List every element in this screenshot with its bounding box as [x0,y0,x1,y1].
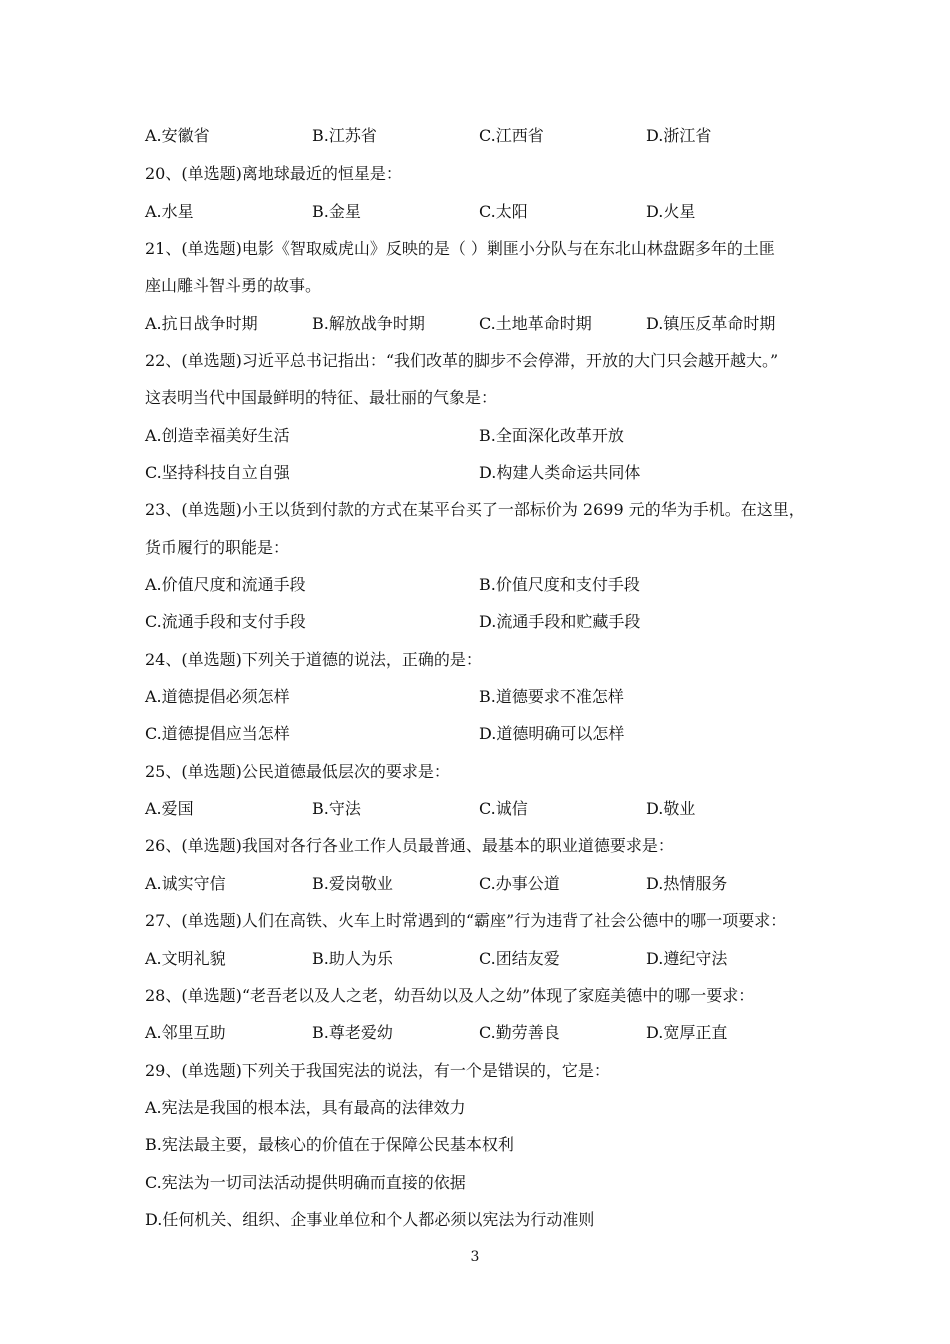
q24-option-c: C.道德提倡应当怎样 [145,724,290,743]
q25-option-b: B.守法 [312,799,361,818]
q21-option-b: B.解放战争时期 [312,314,425,333]
q27-stem: 27、(单选题)人们在高铁、火车上时常遇到的“霸座”行为违背了社会公德中的哪一项要求： [145,911,787,930]
q25-option-c: C.诚信 [479,799,528,818]
q23-stem-line1: 23、(单选题)小王以货到付款的方式在某平台买了一部标价为 2699 元的华为手机。在这里， [145,500,805,519]
q27-option-c: C.团结友爱 [479,949,560,968]
q22-option-d: D.构建人类命运共同体 [479,463,641,482]
q24-option-d: D.道德明确可以怎样 [479,724,625,743]
q29-stem: 29、(单选题)下列关于我国宪法的说法，有一个是错误的，它是： [145,1061,610,1080]
q22-option-c: C.坚持科技自立自强 [145,463,290,482]
q26-option-d: D.热情服务 [646,874,728,893]
q19-option-d: D.浙江省 [646,126,712,145]
q28-option-c: C.勤劳善良 [479,1023,560,1042]
q21-option-a: A.抗日战争时期 [145,314,258,333]
q19-option-b: B.江苏省 [312,126,377,145]
q25-option-a: A.爱国 [145,799,194,818]
q21-option-c: C.土地革命时期 [479,314,592,333]
q24-stem: 24、(单选题)下列关于道德的说法，正确的是： [145,650,482,669]
q23-stem-line2: 货币履行的职能是： [145,538,290,557]
q25-option-d: D.敬业 [646,799,696,818]
q28-option-d: D.宽厚正直 [646,1023,728,1042]
q26-stem: 26、(单选题)我国对各行各业工作人员最普通、最基本的职业道德要求是： [145,836,674,855]
q22-stem-line1: 22、(单选题)习近平总书记指出：“我们改革的脚步不会停滞，开放的大门只会越开越大。” [145,351,779,370]
q28-option-b: B.尊老爱幼 [312,1023,393,1042]
q22-stem-line2: 这表明当代中国最鲜明的特征、最壮丽的气象是： [145,388,498,407]
q20-stem: 20、(单选题)离地球最近的恒星是： [145,164,402,183]
q27-option-b: B.助人为乐 [312,949,393,968]
q23-option-a: A.价值尺度和流通手段 [145,575,306,594]
q28-stem: 28、(单选题)“老吾老以及人之老，幼吾幼以及人之幼”体现了家庭美德中的哪一要求： [145,986,755,1005]
q26-option-b: B.爱岗敬业 [312,874,393,893]
q21-stem-line1: 21、(单选题)电影《智取威虎山》反映的是（ ）剿匪小分队与在东北山林盘踞多年的土匪 [145,239,775,258]
q25-stem: 25、(单选题)公民道德最低层次的要求是： [145,762,450,781]
q20-option-d: D.火星 [646,202,696,221]
q24-option-b: B.道德要求不准怎样 [479,687,624,706]
q19-option-c: C.江西省 [479,126,544,145]
q22-option-a: A.创造幸福美好生活 [145,426,290,445]
q29-option-a: A.宪法是我国的根本法，具有最高的法律效力 [145,1098,466,1117]
q23-option-c: C.流通手段和支付手段 [145,612,306,631]
q21-option-d: D.镇压反革命时期 [646,314,776,333]
q20-option-c: C.太阳 [479,202,528,221]
q26-option-c: C.办事公道 [479,874,560,893]
q29-option-c: C.宪法为一切司法活动提供明确而直接的依据 [145,1173,466,1192]
q27-option-d: D.遵纪守法 [646,949,728,968]
q29-option-b: B.宪法最主要，最核心的价值在于保障公民基本权利 [145,1135,514,1154]
q19-option-a: A.安徽省 [145,126,210,145]
q22-option-b: B.全面深化改革开放 [479,426,624,445]
q26-option-a: A.诚实守信 [145,874,226,893]
page-number: 3 [470,1249,480,1265]
q21-stem-line2: 座山雕斗智斗勇的故事。 [145,276,322,295]
q20-option-a: A.水星 [145,202,194,221]
q27-option-a: A.文明礼貌 [145,949,226,968]
q20-option-b: B.金星 [312,202,361,221]
q23-option-d: D.流通手段和贮藏手段 [479,612,641,631]
q24-option-a: A.道德提倡必须怎样 [145,687,290,706]
q23-option-b: B.价值尺度和支付手段 [479,575,640,594]
q29-option-d: D.任何机关、组织、企事业单位和个人都必须以宪法为行动准则 [145,1210,595,1229]
q28-option-a: A.邻里互助 [145,1023,226,1042]
